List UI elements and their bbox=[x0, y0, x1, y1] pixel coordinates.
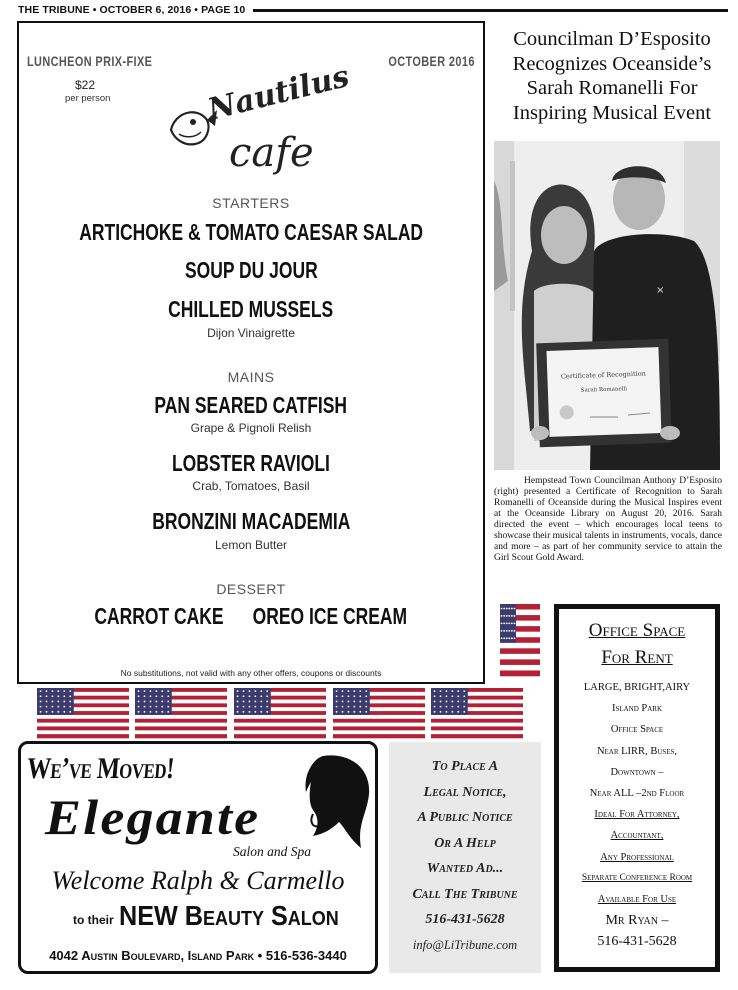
us-flag-icon bbox=[37, 688, 129, 738]
header-rule bbox=[253, 9, 728, 12]
office-space-inner bbox=[559, 609, 715, 967]
welcome-line: Welcome Ralph & Carmello bbox=[51, 866, 345, 895]
office-line: Ideal For Attorney, bbox=[594, 809, 680, 821]
photo-illustration bbox=[494, 141, 720, 470]
dish-catfish-note: Grape & Pignoli Relish bbox=[190, 421, 312, 435]
article-headline: Councilman D’Esposito Recognizes Oceanside’s Sarah Romanelli For Inspiring Musical Event bbox=[512, 28, 712, 124]
office-line: Separate Conference Room bbox=[581, 872, 693, 883]
office-title-line1: Office Space bbox=[588, 620, 686, 641]
us-flag-icon bbox=[333, 688, 425, 738]
certificate-title-text: Certificate of Recognition bbox=[560, 369, 646, 381]
dish-soup: SOUP DU JOUR bbox=[184, 257, 318, 283]
us-flag-icon bbox=[135, 688, 227, 738]
legal-notice-ad bbox=[389, 742, 541, 973]
office-contact-name: Mr Ryan – bbox=[605, 913, 669, 929]
legal-line: Wanted Ad... bbox=[426, 861, 504, 876]
legal-phone: 516-431-5628 bbox=[425, 912, 505, 927]
legal-line: Legal Notice, bbox=[423, 784, 507, 800]
menu-label: LUNCHEON PRIX-FIXE bbox=[27, 53, 153, 69]
office-space-ad bbox=[554, 604, 720, 972]
dish-mussels: CHILLED MUSSELS bbox=[168, 296, 334, 322]
dessert-list: CARROT CAKE OREO ICE CREAM bbox=[94, 603, 408, 629]
us-flag-icon bbox=[500, 604, 540, 676]
fine-print: No substitutions, not valid with any other offers, coupons or discounts bbox=[120, 668, 382, 678]
office-line: Any Professional bbox=[600, 851, 674, 863]
legal-line: Call The Tribune bbox=[412, 886, 518, 902]
shirt-logo-icon: × bbox=[656, 285, 665, 296]
dish-bronzini: BRONZINI MACADEMIA bbox=[151, 508, 351, 534]
certificate-name-text: Sarah Romanelli bbox=[580, 386, 628, 394]
logo-cafe-text: cafe bbox=[229, 130, 314, 176]
woman-silhouette-icon bbox=[283, 752, 373, 852]
page-header bbox=[18, 3, 728, 17]
menu-ad bbox=[17, 21, 485, 684]
dish-caesar-salad: ARTICHOKE & TOMATO CAESAR SALAD bbox=[79, 219, 423, 245]
dish-bronzini-note: Lemon Butter bbox=[214, 538, 288, 552]
office-line: Island Park bbox=[611, 703, 663, 715]
legal-line: To Place A bbox=[431, 759, 499, 774]
office-contact-phone: 516-431-5628 bbox=[597, 934, 677, 950]
office-line: Near ALL –2nd Floor bbox=[589, 788, 685, 800]
menu-price: $22 bbox=[75, 78, 96, 92]
office-line: Downtown – bbox=[610, 766, 664, 778]
to-their-text: to their bbox=[73, 913, 114, 927]
office-line: Accountant, bbox=[610, 830, 664, 842]
dessert-heading: DESSERT bbox=[216, 581, 286, 597]
dish-ravioli: LOBSTER RAVIOLI bbox=[172, 450, 330, 476]
nautilus-cafe-logo bbox=[167, 58, 353, 183]
article-caption: Hempstead Town Councilman Anthony D’Esposito (right) presented a Certificate of Recognition to Sarah Romanelli of Oceanside during the Musical Inspires event at the Oceanside Library on August 20, 2016. Sarah directed the event – which encourages local teens to showcase their musical talents in instruments, vocals, dance and more – as part of her community service to attain the Girl Scout Gold Award. bbox=[494, 476, 722, 563]
menu-month: OCTOBER 2016 bbox=[388, 53, 475, 69]
legal-line: A Public Notice bbox=[417, 810, 513, 825]
legal-email[interactable]: info@LiTribune.com bbox=[412, 937, 518, 952]
office-line: Available For Use bbox=[597, 894, 677, 906]
us-flag-icon bbox=[431, 688, 523, 738]
office-line: Office Space bbox=[610, 724, 664, 736]
mains-heading: MAINS bbox=[227, 369, 275, 385]
article-photo bbox=[494, 141, 720, 470]
brand-name: Elegante bbox=[45, 789, 261, 845]
elegante-salon-ad bbox=[18, 741, 378, 974]
starters-heading: STARTERS bbox=[212, 195, 290, 211]
dish-catfish: PAN SEARED CATFISH bbox=[154, 392, 348, 418]
dish-mussels-note: Dijon Vinaigrette bbox=[207, 326, 295, 340]
masthead: THE TRIBUNE • OCTOBER 6, 2016 • PAGE 10 bbox=[18, 4, 246, 16]
us-flag-icon bbox=[234, 688, 326, 738]
legal-line: Or A Help bbox=[434, 835, 496, 851]
weve-moved-heading: We’ve Moved! bbox=[25, 752, 176, 785]
office-line: Near LIRR, Buses, bbox=[596, 745, 678, 757]
logo-nautilus-text: Nautilus bbox=[204, 58, 353, 128]
office-line: LARGE, BRIGHT,AIRY bbox=[583, 682, 691, 693]
new-salon-heading: NEW Beauty Salon bbox=[119, 900, 339, 931]
salon-address: 4042 Austin Boulevard, Island Park • 516-536-3440 bbox=[49, 948, 347, 963]
office-title-line2: For Rent bbox=[601, 647, 673, 668]
dish-ravioli-note: Crab, Tomatoes, Basil bbox=[192, 479, 310, 493]
menu-price-note: per person bbox=[65, 93, 111, 104]
brand-tagline: Salon and Spa bbox=[233, 844, 312, 859]
